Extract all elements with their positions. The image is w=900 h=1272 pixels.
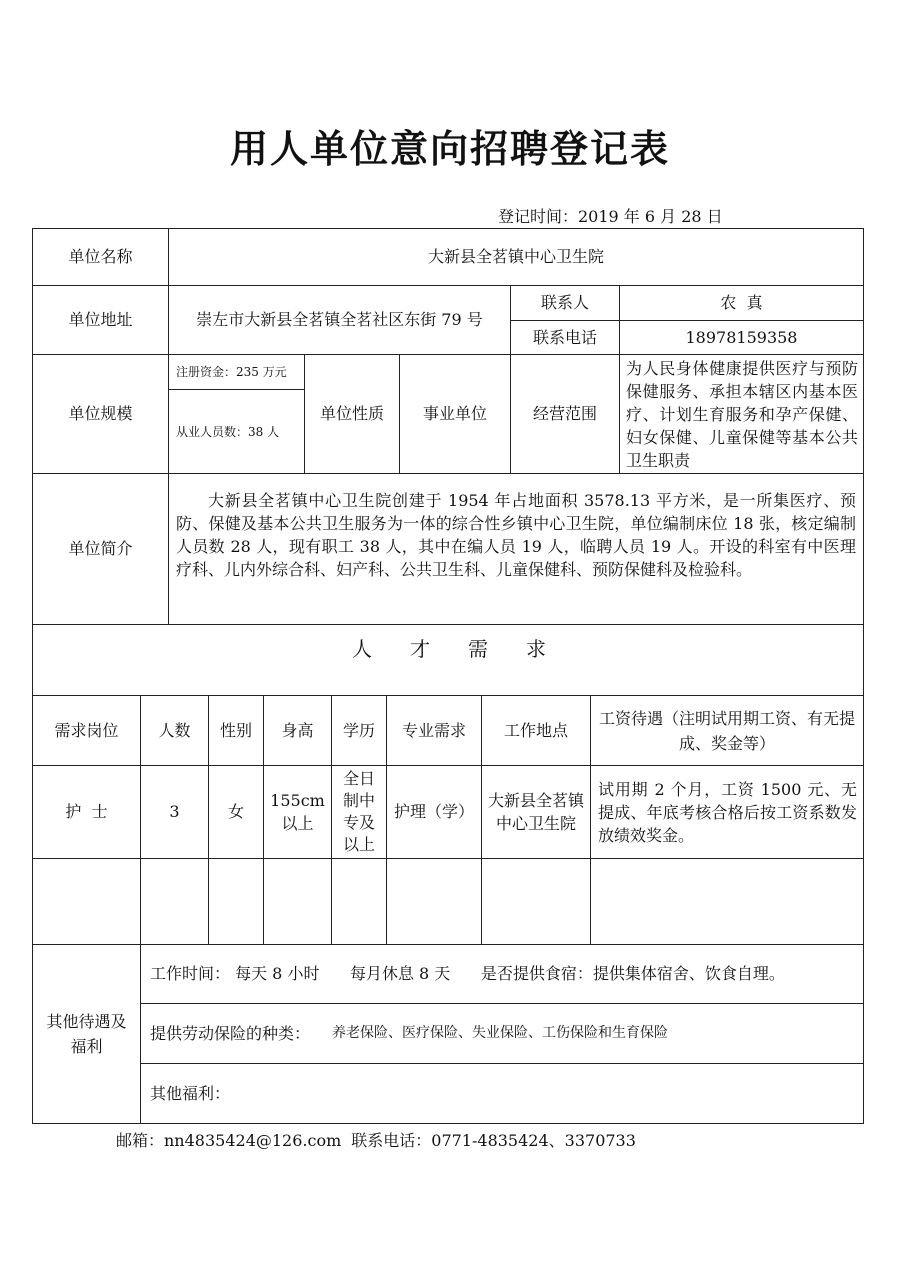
unit-nature-value: 事业单位 (422, 404, 487, 423)
cell-count: 3 (169, 802, 180, 821)
registration-time: 登记时间：2019 年 6 月 28 日 (498, 207, 723, 226)
cell-height: 155cm 以上 (270, 791, 325, 833)
col-header-count: 人数 (158, 720, 191, 740)
unit-name-label: 单位名称 (68, 247, 133, 266)
col-header-salary: 工资待遇（注明试用期工资、有无提成、奖金等） (598, 708, 855, 753)
col-divider (590, 695, 591, 944)
unit-address-label: 单位地址 (68, 310, 133, 329)
work-time: 工作时间： 每天 8 小时 每月休息 8 天 是否提供食宿：提供集体宿舍、饮食自理。 (150, 964, 785, 983)
table-border-right (863, 228, 864, 1124)
cell-major: 护理（学） (393, 802, 474, 821)
footer (116, 1128, 646, 1151)
cell-location: 大新县全茗镇中心卫生院 (487, 791, 584, 833)
insurance-label: 提供劳动保险的种类： (150, 1023, 311, 1043)
staff-count: 从业人员数：38 人 (176, 424, 280, 439)
unit-scale-label: 单位规模 (68, 404, 133, 423)
col-header-major: 专业需求 (401, 720, 466, 740)
contact-person-label: 联系人 (540, 293, 589, 312)
footer-email: 邮箱：nn4835424@126.com (116, 1131, 342, 1150)
footer-phone: 联系电话：0771-4835424、3370733 (351, 1131, 636, 1150)
cell-gender: 女 (227, 802, 244, 821)
insurance-row (150, 1004, 863, 1063)
cell-salary: 试用期 2 个月，工资 1500 元、无提成、年底考核合格后按工资系数发放绩效奖金。 (598, 779, 857, 845)
col-header-gender: 性别 (219, 720, 252, 740)
table-border-bottom (32, 1123, 864, 1124)
page-title: 用人单位意向招聘登记表 (229, 126, 670, 171)
other-benefits: 其他福利： (150, 1083, 231, 1103)
unit-nature-label: 单位性质 (319, 404, 384, 423)
registered-capital: 注册资金：235 万元 (176, 365, 287, 379)
contact-person-value: 农 真 (720, 293, 763, 312)
unit-intro-label: 单位简介 (68, 539, 133, 558)
row-divider (32, 858, 864, 859)
business-scope-label: 经营范围 (532, 404, 597, 423)
benefits-label: 其他待遇及福利 (46, 1012, 127, 1056)
insurance-value: 养老保险、医疗保险、失业保险、工伤保险和生育保险 (332, 1025, 669, 1041)
col-header-height: 身高 (281, 720, 314, 740)
col-header-education: 学历 (342, 720, 375, 740)
contact-phone-label: 联系电话 (532, 327, 597, 347)
col-header-position: 需求岗位 (54, 720, 119, 740)
col-header-location: 工作地点 (503, 720, 568, 740)
cell-education: 全日制中专及以上 (342, 769, 375, 854)
cell-position: 护 士 (65, 802, 108, 821)
unit-intro-text: 大新县全茗镇中心卫生院创建于 1954 年占地面积 3578.13 平方米，是一所集医疗、预防、保健及基本公共卫生服务为一体的综合性乡镇中心卫生院，单位编制床位 18 张，核定编制人员数 28 人，现有职工 38 人，其中在编人员 19 人，临聘人员 19 人。开设的科室有中医理疗科、儿内外综合科、妇产科、公共卫生科、儿童保健科、预防保健科及检验科。 (176, 491, 856, 579)
business-scope-value: 为人民身体健康提供医疗与预防保健服务、承担本辖区内基本医疗、计划生育服务和孕产保健、妇女保健、儿童保健等基本公共卫生职责 (626, 358, 858, 470)
talent-heading: 人才需求 (352, 637, 584, 661)
contact-phone-value: 18978159358 (685, 327, 798, 347)
unit-address-value: 崇左市大新县全茗镇全茗社区东街 79 号 (196, 310, 483, 329)
unit-name-value: 大新县全茗镇中心卫生院 (427, 247, 604, 266)
